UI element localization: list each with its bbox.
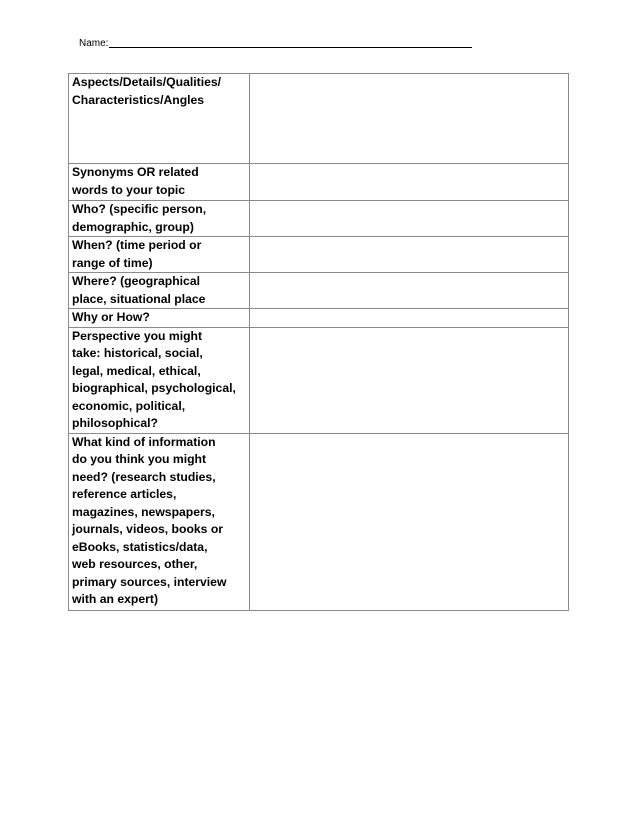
table-row — [69, 237, 569, 273]
answer-cell-when[interactable] — [250, 237, 569, 273]
table-row — [69, 273, 569, 309]
answer-cell-aspects[interactable] — [250, 74, 569, 164]
prompt-cell-synonyms: Synonyms OR related words to your topic — [69, 164, 250, 201]
topic-worksheet-table — [68, 73, 569, 611]
table-row — [69, 327, 569, 433]
prompt-cell-why-how: Why or How? — [69, 309, 250, 328]
table-row — [69, 201, 569, 237]
table-row — [69, 309, 569, 328]
prompt-cell-where: Where? (geographical place, situational place — [69, 273, 250, 309]
prompt-cell-information-needed: What kind of information do you think you might need? (research studies, reference articles, magazines, newspapers, journals, videos, books or eBooks, statistics/data, web resources, other, primary sources, interview with an expert) — [69, 433, 250, 610]
answer-cell-who[interactable] — [250, 201, 569, 237]
answer-cell-where[interactable] — [250, 273, 569, 309]
answer-cell-synonyms[interactable] — [250, 164, 569, 201]
prompt-cell-perspective: Perspective you might take: historical, social, legal, medical, ethical, biographical, psychological, economic, political, philosophical? — [69, 327, 250, 433]
name-label: Name: — [79, 38, 109, 49]
prompt-cell-when: When? (time period or range of time) — [69, 237, 250, 273]
table-row — [69, 74, 569, 164]
name-blank-line[interactable] — [109, 39, 472, 48]
prompt-cell-who: Who? (specific person, demographic, group) — [69, 201, 250, 237]
prompt-cell-aspects: Aspects/Details/Qualities/ Characteristics/Angles — [69, 74, 250, 164]
answer-cell-why-how[interactable] — [250, 309, 569, 328]
table-row — [69, 433, 569, 610]
name-field[interactable] — [79, 38, 472, 49]
answer-cell-information-needed[interactable] — [250, 433, 569, 610]
answer-cell-perspective[interactable] — [250, 327, 569, 433]
table-row — [69, 164, 569, 201]
